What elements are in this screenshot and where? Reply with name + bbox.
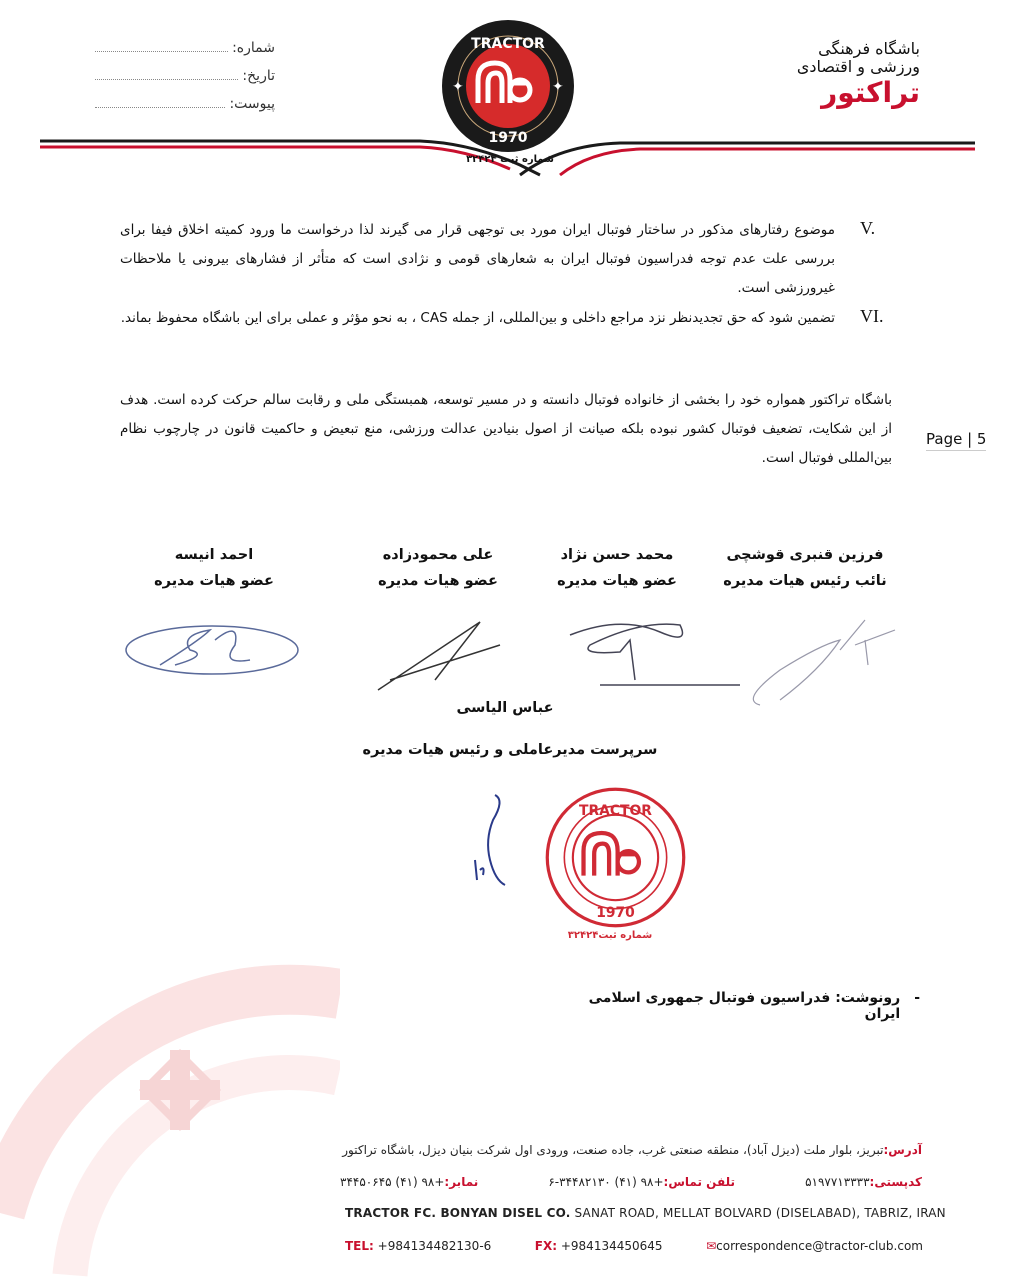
- item-text: تضمین شود که حق تجدیدنظر نزد مراجع داخلی و بین‌المللی، از جمله CAS ، به نحو مؤثر و عملی برای این باشگاه محفوظ بماند.: [120, 310, 835, 326]
- cc-line: [560, 990, 920, 1022]
- club-stamp: [543, 785, 688, 930]
- footer-english-contacts: [345, 1239, 923, 1253]
- gear-icon: ✦: [552, 79, 564, 95]
- postal-code: [805, 1175, 922, 1189]
- field-line: [95, 50, 228, 52]
- company-name: TRACTOR FC. BONYAN DISEL CO.: [345, 1206, 571, 1220]
- org-name: تراکتور: [821, 76, 920, 109]
- footer-address: [340, 1143, 922, 1157]
- field-line: [95, 78, 238, 80]
- logo-text-top: TRACTOR: [471, 36, 545, 52]
- org-line2: ورزشی و اقتصادی: [796, 57, 920, 76]
- address-label: آدرس:: [883, 1143, 922, 1157]
- fax-label: نمابر:: [444, 1175, 479, 1189]
- stamp-text-bottom: 1970: [596, 905, 635, 922]
- stamp-registration: شماره ثبت۳۲۴۲۴: [567, 930, 653, 941]
- field-line: [95, 106, 225, 108]
- background-watermark: [0, 930, 340, 1280]
- number-field: [95, 40, 275, 56]
- signature-mohammad: [570, 624, 740, 685]
- signatory-name: محمد حسن نژاد: [560, 547, 674, 563]
- tel: [345, 1239, 491, 1253]
- fax-value: +۹۸ (۴۱) ۳۴۴۵۰۶۴۵: [340, 1175, 445, 1189]
- address-value: تبریز، بلوار ملت (دیزل آباد)، منطقه صنعتی غرب، جاده صنعت، ورودی اول شرکت بنیان دیزل، باشگاه تراکتور: [342, 1143, 884, 1157]
- gear-icon: ✦: [452, 79, 464, 95]
- field-label: شماره:: [232, 40, 275, 56]
- signatory-title: عضو هیات مدیره: [378, 573, 498, 589]
- signatory-name: احمد انیسه: [174, 547, 254, 563]
- closing-paragraph: باشگاه تراکتور همواره خود را بخشی از خانواده فوتبال دانسته و در مسیر توسعه، همبستگی ملی و رقابت سالم حرکت کرده است. هدف از این شکایت، تضعیف فوتبال کشور نبوده بلکه صیانت از اصول بنیادین عدالت ورزشی، منع تبعیض و حاکمیت قانون در چارچوب نظام بین‌المللی فوتبال است.: [120, 392, 892, 466]
- attachment-field: [95, 96, 275, 112]
- field-label: پیوست:: [229, 96, 275, 112]
- field-label: تاریخ:: [242, 68, 275, 84]
- signatory: [705, 547, 905, 589]
- club-logo: [440, 18, 576, 154]
- page-number: Page | 5: [926, 430, 986, 451]
- signatory-name: فرزین قنبری قوشچی: [726, 547, 884, 563]
- signatory-title: نائب رئیس هیات مدیره: [723, 573, 887, 589]
- tel-label: TEL:: [345, 1239, 374, 1253]
- chief-signature: [465, 790, 515, 890]
- chief-name: عباس الیاسی: [456, 700, 554, 716]
- phone: [548, 1175, 735, 1189]
- registration-number: شماره ثبت ۳۲۴۲۴: [466, 154, 554, 165]
- item-number: VI.: [860, 306, 884, 326]
- signature-farzin: [753, 620, 895, 705]
- fx-value: +984134450645: [557, 1239, 663, 1253]
- signature-ali: [378, 622, 500, 690]
- email-value[interactable]: correspondence@tractor-club.com: [716, 1239, 923, 1253]
- signature-ahmad: [126, 626, 298, 674]
- footer-english-address: [345, 1206, 946, 1220]
- fax: [340, 1175, 478, 1189]
- date-field: [95, 68, 275, 84]
- org-subtitle: [760, 40, 920, 110]
- phone-label: تلفن تماس:: [663, 1175, 735, 1189]
- signatory: [114, 547, 314, 589]
- phone-value: +۹۸ (۴۱) ۳۴۴۸۲۱۳۰-۶: [548, 1175, 664, 1189]
- item-number: V.: [860, 218, 876, 238]
- signatory: [338, 547, 538, 589]
- stamp-text-top: TRACTOR: [579, 802, 652, 819]
- cc-bullet: -: [914, 990, 920, 1006]
- org-line1: باشگاه فرهنگی: [818, 39, 920, 58]
- postal-value: ۵۱۹۷۷۱۳۳۳۳: [805, 1175, 870, 1189]
- postal-label: کدپستی:: [869, 1175, 922, 1189]
- english-address: SANAT ROAD, MELLAT BOLVARD (DISELABAD), TABRIZ, IRAN: [570, 1206, 946, 1220]
- chief-title: سرپرست مدیرعاملی و رئیس هیات مدیره: [362, 742, 658, 758]
- mail-icon: ✉: [706, 1239, 717, 1253]
- signatory: [517, 547, 717, 589]
- email[interactable]: [706, 1239, 923, 1253]
- cc-text: رونوشت: فدراسیون فوتبال جمهوری اسلامی ایران: [588, 990, 901, 1022]
- signatory-title: عضو هیات مدیره: [154, 573, 274, 589]
- signatory-name: علی محمودزاده: [382, 547, 494, 563]
- fx: [535, 1239, 663, 1253]
- tel-value: +984134482130-6: [373, 1239, 492, 1253]
- item-text: موضوع رفتارهای مذکور در ساختار فوتبال ایران مورد بی توجهی قرار می گیرند لذا درخواست ما ورود کمیته اخلاق فیفا برای بررسی علت عدم توجه فدراسیون فوتبال ایران به شعارهای قومی و نژادی است که متأثر از فشارهای بیرونی یا ملاحظات غیرورزشی است.: [120, 222, 835, 296]
- footer-contacts: [340, 1175, 922, 1189]
- fx-label: FX:: [534, 1239, 558, 1253]
- signatory-title: عضو هیات مدیره: [557, 573, 677, 589]
- logo-text-bottom: 1970: [488, 130, 528, 146]
